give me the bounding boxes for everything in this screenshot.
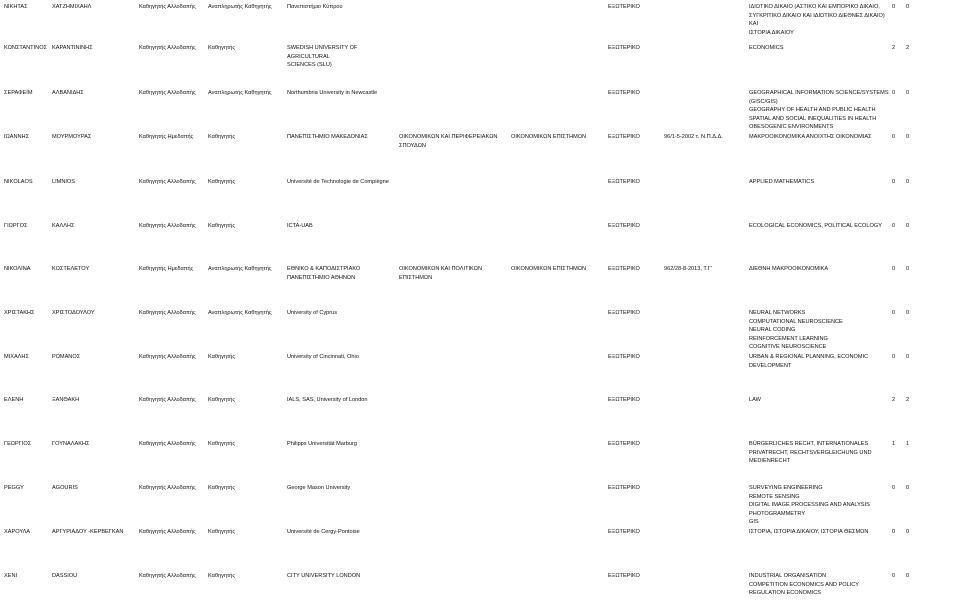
institution-line: University of Cincinnati, Ohio	[287, 354, 359, 360]
institution-line: ΕΘΝΙΚΟ & ΚΑΠΟΔΙΣΤΡΙΑΚΟ	[287, 266, 361, 272]
count-2-cell: 0	[906, 134, 910, 140]
school-cell: ΟΙΚΟΝΟΜΙΚΩΝ ΕΠΙΣΤΗΜΩΝ	[511, 266, 587, 272]
member-type-cell: ΕΞΩΤΕΡΙΚΟ	[608, 90, 640, 96]
field-line: DIGITAL IMAGE PROCESSING AND ANALYSIS	[749, 502, 870, 509]
rank-cell: Καθηγητής	[208, 529, 236, 535]
count-1-cell: 0	[892, 134, 896, 140]
rank-cell: Αναπληρωτής Καθηγητής	[208, 90, 272, 96]
count-1-cell: 0	[892, 529, 896, 535]
fek-cell: 962/28-8-2013, Τ.Γ'	[664, 266, 712, 272]
count-1-cell: 1	[892, 441, 896, 447]
rank-cell: Αναπληρωτής Καθηγητής	[208, 266, 272, 272]
institution-cell	[287, 44, 395, 70]
field-line: ΣΥΓΚΡΙΤΙΚΟ ΔΙΚΑΙΟ ΚΑΙ ΙΔΙΩΤΙΚΟ ΔΙΕΘΝΕΣ ΔΙΚΑΙΟ) ΚΑΙ	[749, 12, 885, 28]
rank-cell: Καθηγητής	[208, 354, 236, 360]
last-name-cell: ΑΡΓΥΡΙΑΔΟΥ -ΚΕΡΒΕΓΚΑΝ	[52, 529, 124, 535]
institution-cell	[287, 133, 395, 142]
rank-origin-cell: Καθηγητής Αλλοδαπής	[139, 179, 196, 185]
field-line: INDUSTRIAL ORGANISATION	[749, 573, 827, 579]
institution-cell	[287, 572, 395, 581]
count-1-cell: 0	[892, 223, 896, 229]
institution-line: SWEDISH UNIVERSITY OF AGRICULTURAL	[287, 45, 358, 60]
first-name-cell: ΓΙΩΡΓΟΣ	[4, 223, 28, 229]
count-2-cell: 1	[906, 441, 910, 447]
institution-cell	[287, 3, 395, 12]
last-name-cell: ΚΑΡΑΝΤΙΝΙΝΗΣ	[52, 45, 93, 51]
member-type-cell: ΕΞΩΤΕΡΙΚΟ	[608, 223, 640, 229]
rank-cell: Καθηγητής	[208, 179, 236, 185]
count-1-cell: 0	[892, 485, 896, 491]
rank-cell: Καθηγητής	[208, 134, 236, 140]
institution-line: SCIENCES (SLU)	[287, 62, 332, 69]
count-1-cell: 0	[892, 573, 896, 579]
field-cell	[749, 528, 889, 537]
field-line: ΙΣΤΟΡΙΑ ΔΙΚΑΙΟΥ	[749, 29, 794, 36]
field-line: REINFORCEMENT LEARNING	[749, 335, 828, 342]
last-name-cell: LIMNIOS	[52, 179, 76, 185]
rank-origin-cell: Καθηγητής Αλλοδαπής	[139, 4, 196, 10]
member-type-cell: ΕΞΩΤΕΡΙΚΟ	[608, 573, 640, 579]
field-cell	[749, 265, 889, 274]
last-name-cell: ΡΩΜΑΝΟΣ	[52, 354, 81, 360]
institution-line: University of Cyprus	[287, 310, 338, 316]
count-2-cell: 0	[906, 485, 910, 491]
institution-line: ΠΑΝΕΠΙΣΤΗΜΙΟ ΑΘΗΝΩΝ	[287, 274, 356, 281]
rank-cell: Καθηγητής	[208, 485, 236, 491]
rank-origin-cell: Καθηγητής Αλλοδαπής	[139, 529, 196, 535]
rank-origin-cell: Καθηγητής Αλλοδαπής	[139, 354, 196, 360]
field-cell	[749, 309, 889, 352]
member-type-cell: ΕΞΩΤΕΡΙΚΟ	[608, 441, 640, 447]
institution-cell	[287, 396, 395, 405]
rank-cell: Καθηγητής	[208, 441, 236, 447]
field-line: ΜΑΚΡΟΟΙΚΟΝΟΜΙΚΑ ΑΝΟΙΧΤΗΣ ΟΙΚΟΝΟΜΙΑΣ	[749, 134, 872, 140]
member-type-cell: ΕΞΩΤΕΡΙΚΟ	[608, 179, 640, 185]
count-2-cell: 0	[906, 310, 910, 316]
institution-line: ICTA-UAB	[287, 223, 313, 229]
field-line: DEVELOPMENT	[749, 362, 792, 369]
last-name-cell: ΚΩΣΤΕΛΕΤΟΥ	[52, 266, 90, 272]
last-name-cell: AGOURIS	[52, 485, 78, 491]
last-name-cell: DASSIOU	[52, 573, 78, 579]
field-line: COGNITIVE NEUROSCIENCE	[749, 344, 827, 351]
field-cell	[749, 133, 889, 142]
member-type-cell: ΕΞΩΤΕΡΙΚΟ	[608, 397, 640, 403]
field-cell	[749, 89, 889, 132]
field-line: REGULATION ECONOMICS	[749, 590, 821, 597]
institution-line: Northumbria University in Newcastle	[287, 90, 378, 96]
department-line: ΣΠΟΥΔΩΝ	[399, 142, 426, 149]
rank-origin-cell: Καθηγητής Αλλοδαπής	[139, 441, 196, 447]
first-name-cell: PEGGY	[4, 485, 24, 491]
count-1-cell: 0	[892, 266, 896, 272]
rank-origin-cell: Καθηγητής Αλλοδαπής	[139, 485, 196, 491]
rank-origin-cell: Καθηγητής Αλλοδαπής	[139, 223, 196, 229]
count-1-cell: 2	[892, 397, 896, 403]
count-2-cell: 0	[906, 354, 910, 360]
count-2-cell: 0	[906, 529, 910, 535]
field-line: SURVEYING ENGINEERING	[749, 485, 823, 491]
count-1-cell: 0	[892, 310, 896, 316]
department-line: ΟΙΚΟΝΟΜΙΚΩΝ ΚΑΙ ΠΟΛΙΤΙΚΩΝ	[399, 266, 482, 272]
member-type-cell: ΕΞΩΤΕΡΙΚΟ	[608, 529, 640, 535]
institution-cell	[287, 222, 395, 231]
first-name-cell: ΜΙΧΑΛΗΣ	[4, 354, 29, 360]
last-name-cell: ΧΡΙΣΤΟΔΟΥΛΟΥ	[52, 310, 95, 316]
department-line: ΟΙΚΟΝΟΜΙΚΩΝ ΚΑΙ ΠΕΡΙΦΕΡΕΙΑΚΩΝ	[399, 134, 498, 140]
institution-cell	[287, 528, 395, 537]
rank-origin-cell: Καθηγητής Αλλοδαπής	[139, 397, 196, 403]
count-2-cell: 0	[906, 4, 910, 10]
rank-cell: Καθηγητής	[208, 397, 236, 403]
last-name-cell: ΚΑΛΛΗΣ	[52, 223, 75, 229]
count-1-cell: 0	[892, 4, 896, 10]
school-cell: ΟΙΚΟΝΟΜΙΚΩΝ ΕΠΙΣΤΗΜΩΝ	[511, 134, 587, 140]
field-line: GEOGRAPHICAL INFORMATION SCIENCE/SYSTEMS	[749, 90, 889, 96]
member-type-cell: ΕΞΩΤΕΡΙΚΟ	[608, 310, 640, 316]
institution-line: IALS, SAS, University of London	[287, 397, 368, 403]
rank-cell: Καθηγητής	[208, 45, 236, 51]
first-name-cell: ΝΙΚΗΤΑΣ	[4, 4, 28, 10]
department-cell	[399, 265, 505, 282]
count-1-cell: 0	[892, 354, 896, 360]
count-2-cell: 2	[906, 397, 910, 403]
first-name-cell: ΙΩΑΝΝΗΣ	[4, 134, 30, 140]
rank-cell: Αναπληρωτής Καθηγητής	[208, 310, 272, 316]
rank-cell: Καθηγητής	[208, 573, 236, 579]
institution-cell	[287, 178, 395, 187]
field-line: PHOTOGRAMMETRY	[749, 510, 806, 517]
field-line: OBESOGENIC ENVIRONMENTS	[749, 124, 834, 131]
field-cell	[749, 3, 889, 37]
institution-line: Πανεπιστήμιο Κύπρου	[287, 4, 343, 10]
field-line: LAW	[749, 397, 761, 403]
member-type-cell: ΕΞΩΤΕΡΙΚΟ	[608, 266, 640, 272]
field-line: APPLIED MATHEMATICS	[749, 179, 815, 185]
field-cell	[749, 396, 889, 405]
first-name-cell: XENI	[4, 573, 18, 579]
institution-line: Université de Cergy-Pontoise	[287, 529, 360, 535]
count-2-cell: 0	[906, 266, 910, 272]
institution-cell	[287, 353, 395, 362]
field-line: NEURAL NETWORKS	[749, 310, 806, 316]
rank-origin-cell: Καθηγητής Ημεδαπής	[139, 134, 194, 140]
institution-cell	[287, 440, 395, 449]
institution-cell	[287, 265, 395, 282]
institution-cell	[287, 309, 395, 318]
first-name-cell: ΧΡΙΣΤΑΚΗΣ	[4, 310, 35, 316]
first-name-cell: ΧΑΡΟΥΛΑ	[4, 529, 31, 535]
first-name-cell: ΝΙΚΟΛΙΝΑ	[4, 266, 31, 272]
field-cell	[749, 484, 889, 527]
rank-origin-cell: Καθηγητής Αλλοδαπής	[139, 310, 196, 316]
rank-origin-cell: Καθηγητής Αλλοδαπής	[139, 90, 196, 96]
field-line: BÜRGERLICHES RECHT, INTERNATIONALES	[749, 441, 869, 447]
member-type-cell: ΕΞΩΤΕΡΙΚΟ	[608, 134, 640, 140]
count-2-cell: 0	[906, 90, 910, 96]
count-2-cell: 0	[906, 179, 910, 185]
last-name-cell: ΜΟΥΡΜΟΥΡΑΣ	[52, 134, 92, 140]
first-name-cell: ΚΩΝΣΤΑΝΤΙΝΟΣ	[4, 45, 48, 51]
field-line: NEURAL CODING	[749, 327, 796, 334]
member-type-cell: ΕΞΩΤΕΡΙΚΟ	[608, 354, 640, 360]
field-line: COMPUTATIONAL NEUROSCIENCE	[749, 318, 843, 325]
count-1-cell: 0	[892, 179, 896, 185]
field-cell	[749, 178, 889, 187]
rank-origin-cell: Καθηγητής Ημεδαπής	[139, 266, 194, 272]
count-1-cell: 0	[892, 90, 896, 96]
field-line: SPATIAL AND SOCIAL INEQUALITIES IN HEALTH	[749, 115, 877, 122]
field-line: URBAN & REGIONAL PLANNING, ECONOMIC	[749, 354, 869, 360]
institution-cell	[287, 89, 395, 98]
count-2-cell: 0	[906, 573, 910, 579]
institution-line: ΠΑΝΕΠΙΣΤΗΜΙΟ ΜΑΚΕΔΟΝΙΑΣ	[287, 134, 368, 140]
member-type-cell: ΕΞΩΤΕΡΙΚΟ	[608, 4, 640, 10]
field-cell	[749, 440, 889, 466]
field-cell	[749, 222, 889, 231]
field-line: COMPETITION ECONOMICS AND POLICY	[749, 581, 860, 588]
rank-cell: Αναπληρωτής Καθηγητής	[208, 4, 272, 10]
rank-origin-cell: Καθηγητής Αλλοδαπής	[139, 45, 196, 51]
count-2-cell: 2	[906, 45, 910, 51]
institution-line: CITY UNIVERSITY LONDON	[287, 573, 361, 579]
field-cell	[749, 353, 889, 370]
institution-line: George Mason University	[287, 485, 351, 491]
first-name-cell: ΓΕΩΡΓΙΟΣ	[4, 441, 32, 447]
field-line: MEDIENRECHT	[749, 458, 791, 465]
count-1-cell: 2	[892, 45, 896, 51]
field-line: GEOGRAPHY OF HEALTH AND PUBLIC HEALTH	[749, 107, 876, 114]
member-type-cell: ΕΞΩΤΕΡΙΚΟ	[608, 485, 640, 491]
field-line: GIS	[749, 519, 759, 526]
count-2-cell: 0	[906, 223, 910, 229]
field-line: ΔΙΕΘΝΗ ΜΑΚΡΟΟΙΚΟΝΟΜΙΚΑ	[749, 266, 829, 272]
first-name-cell: ΕΛΕΝΗ	[4, 397, 24, 403]
last-name-cell: ΞΑΝΘΑΚΗ	[52, 397, 80, 403]
field-line: ECOLOGICAL ECONOMICS, POLITICAL ECOLOGY	[749, 223, 882, 229]
institution-cell	[287, 484, 395, 493]
last-name-cell: ΓΟΥΝΑΛΑΚΗΣ	[52, 441, 90, 447]
field-line: ΙΣΤΟΡΙΑ, ΙΣΤΟΡΙΑ ΔΙΚΑΙΟΥ, ΙΣΤΟΡΙΑ ΘΕΣΜΩΝ	[749, 529, 869, 535]
first-name-cell: NIKOLAOS	[4, 179, 33, 185]
first-name-cell: ΣΕΡΑΦΕΙΜ	[4, 90, 33, 96]
institution-line: Philipps Universität Marburg	[287, 441, 357, 447]
field-line: ΙΔΙΩΤΙΚΟ ΔΙΚΑΙΟ (ΑΣΤΙΚΟ ΚΑΙ ΕΜΠΟΡΙΚΟ ΔΙΚΑΙΟ,	[749, 4, 880, 10]
fek-cell: 96/1-5-2002 τ. Ν.Π.Δ.Δ.	[664, 134, 723, 140]
member-type-cell: ΕΞΩΤΕΡΙΚΟ	[608, 45, 640, 51]
last-name-cell: ΧΑΤΖΗΜΙΧΑΗΛ	[52, 4, 92, 10]
department-cell	[399, 133, 505, 150]
field-line: ECONOMICS	[749, 45, 784, 51]
rank-origin-cell: Καθηγητής Αλλοδαπής	[139, 573, 196, 579]
field-line: (GISC/GIS)	[749, 98, 778, 105]
last-name-cell: ΑΛΒΑΝΙΔΗΣ	[52, 90, 84, 96]
rank-cell: Καθηγητής	[208, 223, 236, 229]
field-cell	[749, 44, 889, 53]
field-line: REMOTE SENSING	[749, 493, 800, 500]
institution-line: Université de Technologie de Compiègne	[287, 179, 389, 185]
field-cell	[749, 572, 889, 598]
department-line: ΕΠΙΣΤΗΜΩΝ	[399, 274, 433, 281]
field-line: PRIVATRECHT, RECHTSVERGLEICHUNG UND	[749, 449, 872, 456]
